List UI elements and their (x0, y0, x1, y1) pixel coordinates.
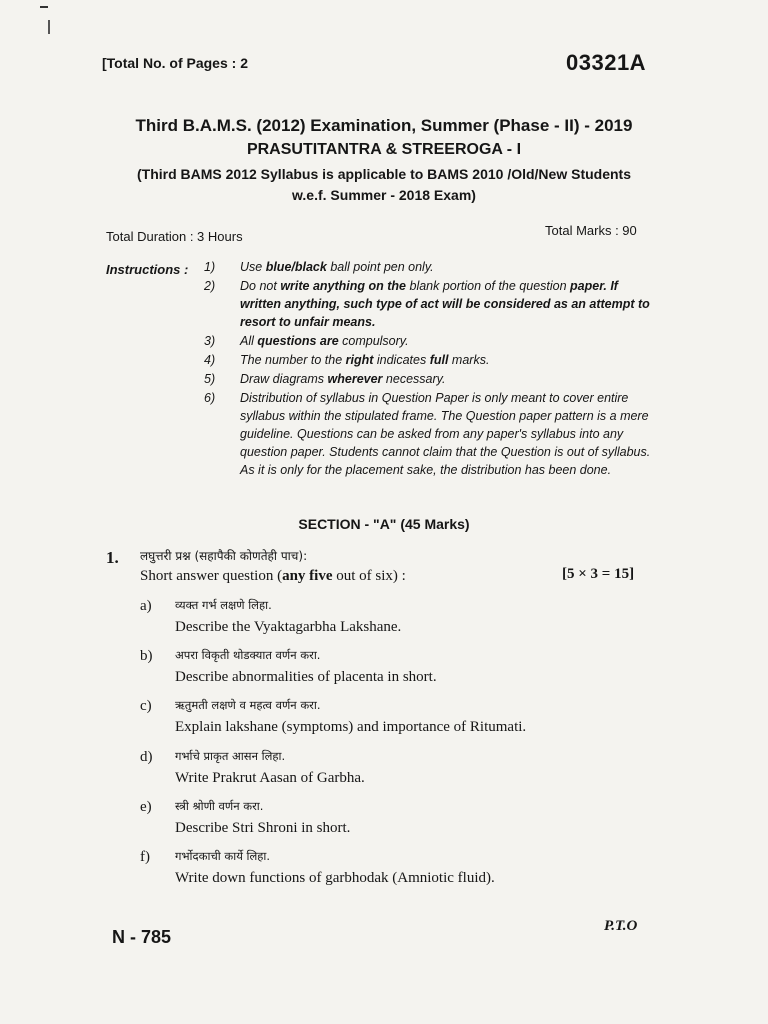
instruction-fragment: blank portion of the question (409, 279, 567, 293)
instruction-text (240, 332, 654, 350)
subject-title: PRASUTITANTRA & STREEROGA - I (246, 141, 522, 158)
sub-question-marathi: अपरा विकृती थोडक्यात वर्णन करा. (175, 648, 321, 662)
instruction-text (240, 277, 654, 331)
instruction-number: 1) (204, 260, 216, 274)
instruction-fragment: necessary. (382, 372, 446, 386)
instruction-text (240, 370, 654, 388)
section-heading: SECTION - "A" (45 Marks) (298, 516, 470, 532)
scan-mark (40, 6, 48, 8)
instruction-emphasis: blue/black (265, 260, 327, 274)
question-number: 1. (106, 548, 119, 567)
instruction-emphasis: wherever (327, 372, 383, 386)
syllabus-note (100, 164, 668, 206)
instruction-fragment: The number to the (240, 353, 346, 367)
sub-question-marathi: स्त्री श्रोणी वर्णन करा. (175, 799, 264, 813)
instruction-number: 6) (204, 391, 216, 405)
footer-code: N - 785 (112, 927, 172, 947)
exam-title: Third B.A.M.S. (2012) Examination, Summer (Phase - II) - 2019 (135, 116, 633, 135)
sub-question-english: Explain lakshane (symptoms) and importance of Ritumati. (175, 719, 527, 735)
instruction-emphasis: full (429, 353, 449, 367)
instruction-item (204, 389, 654, 479)
instruction-text (240, 351, 654, 369)
total-marks: Total Marks : 90 (545, 223, 637, 238)
instruction-fragment: All (240, 334, 254, 348)
sub-question-marathi: ऋतुमती लक्षणे व महत्व वर्णन करा. (175, 698, 321, 712)
instruction-text (240, 258, 654, 276)
instruction-fragment: compulsory. (342, 334, 409, 348)
sub-question-marathi: व्यक्त गर्भ लक्षणे लिहा. (175, 598, 272, 612)
sub-question-label: f) (140, 849, 150, 865)
instruction-emphasis: right (345, 353, 374, 367)
instruction-emphasis: questions are (253, 334, 343, 348)
sub-question-english: Describe the Vyaktagarbha Lakshane. (175, 619, 402, 635)
total-duration: Total Duration : 3 Hours (106, 229, 243, 244)
instruction-item (204, 370, 654, 388)
instructions-label: Instructions : (106, 262, 189, 277)
instruction-fragment: Distribution of syllabus in Question Paper is only meant to cover entire syllabus within the stipulated frame. The Question paper pattern is a mere guideline. Questions can be asked from any paper's syllabus into any question paper. Students cannot claim that the Question is out of syllabus. As it is only for the placement sake, the distribution has been done. (240, 391, 651, 477)
sub-question-marathi: गर्भोदकाची कार्ये लिहा. (175, 849, 271, 863)
instruction-fragment: indicates (373, 353, 430, 367)
question-english (140, 568, 406, 585)
instruction-fragment: Do not (240, 279, 277, 293)
instruction-number: 4) (204, 353, 216, 367)
paper-code: 03321A (566, 50, 647, 75)
instruction-fragment: ball point pen only. (326, 260, 434, 274)
question-marathi: लघुत्तरी प्रश्न (सहापैकी कोणतेही पाच): (140, 549, 308, 563)
question-marks: [5 × 3 = 15] (562, 566, 635, 582)
sub-question-english: Write Prakrut Aasan of Garbha. (175, 770, 365, 786)
sub-question-english: Write down functions of garbhodak (Amniotic fluid). (175, 870, 495, 886)
scan-mark (48, 20, 50, 34)
instruction-item (204, 258, 654, 276)
sub-question-marathi: गर्भाचे प्राकृत आसन लिहा. (175, 749, 286, 763)
sub-question-label: c) (140, 698, 152, 714)
instruction-fragment: Use (240, 260, 266, 274)
instruction-emphasis: paper. If written anything, such type of act will be considered as an attempt to resort to unfair means. (240, 279, 650, 329)
instruction-emphasis: write anything on the (276, 279, 410, 293)
sub-question-english: Describe abnormalities of placenta in short. (175, 669, 437, 685)
question-english-post: out of six) : (332, 568, 406, 584)
sub-question-english: Describe Stri Shroni in short. (175, 820, 351, 836)
total-pages: [Total No. of Pages : 2 (102, 55, 248, 71)
instruction-item (204, 351, 654, 369)
instruction-item (204, 332, 654, 350)
instruction-number: 3) (204, 334, 216, 348)
instruction-fragment: Draw diagrams (240, 372, 328, 386)
sub-question-label: b) (140, 648, 153, 664)
question-english-bold: any five (282, 568, 333, 584)
pto-label: P.T.O (604, 918, 638, 934)
instruction-number: 2) (204, 279, 216, 293)
syllabus-note-line1: (Third BAMS 2012 Syllabus is applicable to BAMS 2010 /Old/New Students (136, 166, 631, 182)
sub-question-label: a) (140, 598, 152, 614)
instruction-fragment: marks. (448, 353, 490, 367)
instructions-list (204, 258, 654, 480)
syllabus-note-line2: w.e.f. Summer - 2018 Exam) (292, 187, 476, 203)
instruction-item (204, 277, 654, 331)
instruction-text (240, 389, 654, 479)
sub-question-label: e) (140, 799, 152, 815)
sub-question-label: d) (140, 749, 153, 765)
instruction-number: 5) (204, 372, 216, 386)
question-english-pre: Short answer question ( (140, 568, 283, 584)
